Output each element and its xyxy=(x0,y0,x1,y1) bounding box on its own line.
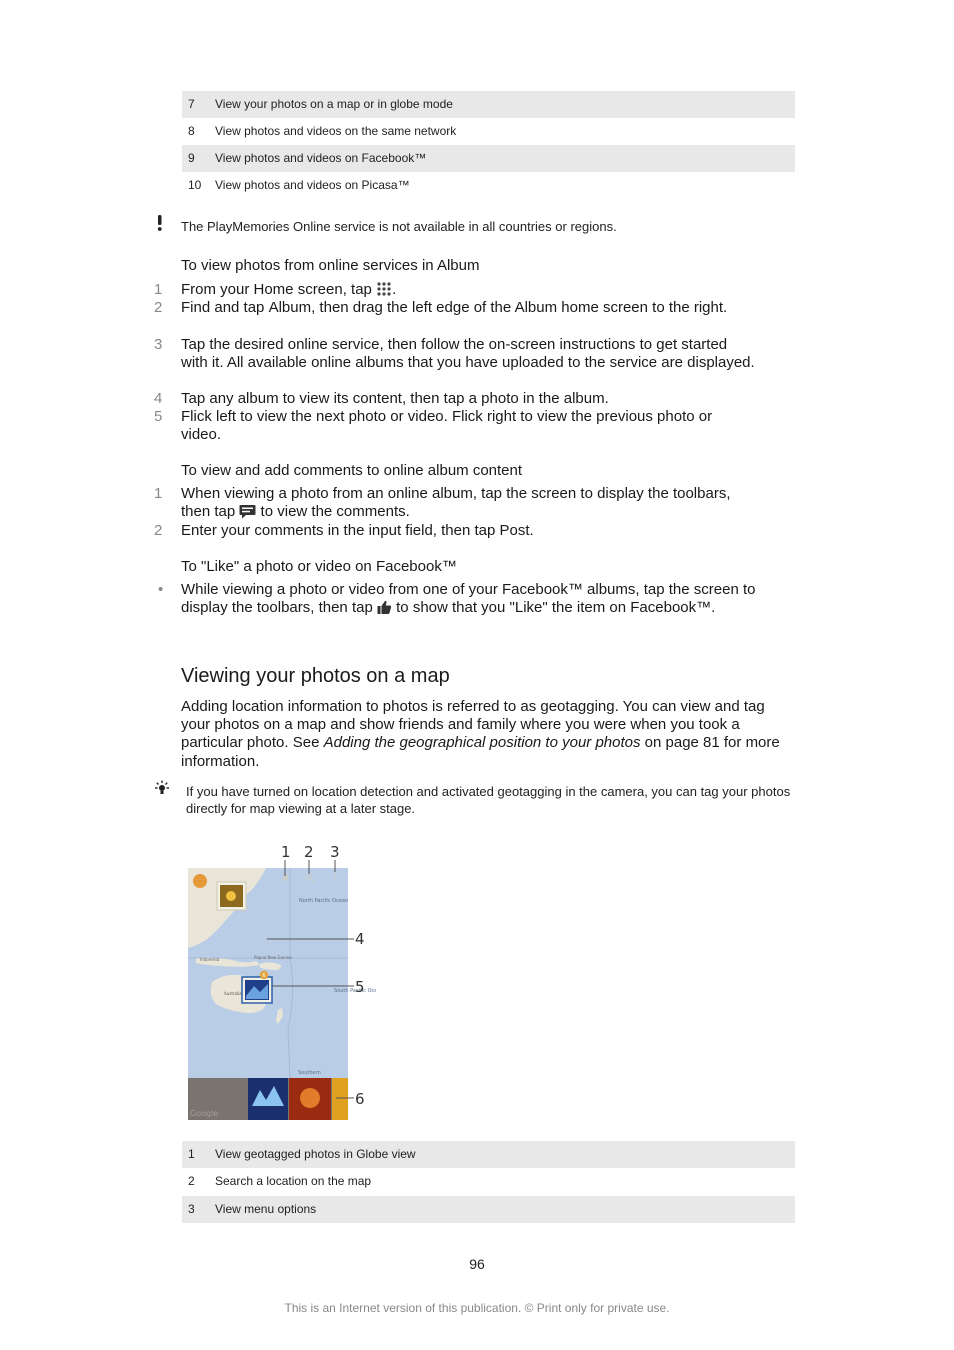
ui-term-album: Album xyxy=(268,299,312,316)
row-text: Search a location on the map xyxy=(215,1174,372,1188)
map-label-australia: Australia xyxy=(224,991,242,996)
row-text: View geotagged photos in Globe view xyxy=(215,1147,416,1161)
table-row xyxy=(182,1141,795,1168)
row-number: 8 xyxy=(188,124,195,138)
menu-overflow-icon xyxy=(334,873,336,875)
page-number: 96 xyxy=(469,1256,485,1272)
step-text: From your Home screen, tap . xyxy=(181,281,397,298)
callout-5: 5 xyxy=(355,978,365,996)
step-text: Flick left to view the next photo or video. Flick right to view the previous photo or video. xyxy=(181,408,713,444)
legend-table-top xyxy=(182,91,795,199)
table-row xyxy=(182,118,795,145)
row-number: 10 xyxy=(188,178,202,192)
ui-term-post: Post xyxy=(499,522,530,539)
step-text: Tap the desired online service, then follow the on-screen instructions to get started with it. All available online albums that you have uploaded to the service are displayed. xyxy=(181,336,755,372)
row-number: 7 xyxy=(188,97,195,111)
tip-text: If you have turned on location detection and activated geotagging in the camera, you can tag your photos directly for map viewing at a later stage. xyxy=(186,784,791,816)
table-row xyxy=(182,91,795,118)
lightbulb-tip-icon xyxy=(154,780,170,796)
callout-2: 2 xyxy=(304,843,314,861)
footer-notice: This is an Internet version of this publication. © Print only for private use. xyxy=(284,1301,670,1315)
step-text: Tap any album to view its content, then tap a photo in the album. xyxy=(181,390,609,407)
thumbs-up-icon xyxy=(377,600,392,615)
table-row xyxy=(182,1168,795,1196)
step-number: 2 xyxy=(154,522,163,539)
table-row xyxy=(182,1196,795,1223)
step-text: When viewing a photo from an online album, tap the screen to display the toolbars, then tap to view the comments. xyxy=(181,485,731,521)
map-label-ocean: North Pacific Ocean xyxy=(299,898,349,904)
step-number: 1 xyxy=(154,281,163,298)
step-number: 4 xyxy=(154,390,163,407)
section-paragraph: Adding location information to photos is referred to as geotagging. You can view and tag your photos on a map and show friends and family where you were when you took a particular photo. See Adding the geographical position to your photos on page 81 for more information. xyxy=(181,698,780,770)
row-number: 2 xyxy=(188,1174,195,1188)
step-number: 2 xyxy=(154,299,163,316)
map-label-southern: Southern xyxy=(298,1070,321,1076)
cross-reference-link: Adding the geographical position to your photos xyxy=(323,734,641,752)
section-heading: Viewing your photos on a map xyxy=(181,665,450,687)
procedure-title: To "Like" a photo or video on Facebook™ xyxy=(181,558,457,575)
step-number: 1 xyxy=(154,485,163,502)
photo-count-badge: 6 xyxy=(262,973,266,979)
procedure-title: To view and add comments to online album content xyxy=(181,462,523,479)
ui-term-facebook: Facebook™ xyxy=(630,599,712,617)
step-text: Enter your comments in the input field, then tap Post. xyxy=(181,522,534,539)
callout-6: 6 xyxy=(355,1090,365,1108)
comment-icon xyxy=(239,504,256,519)
table-row xyxy=(182,172,795,199)
step-text: Find and tap Album, then drag the left edge of the Album home screen to the right. xyxy=(181,299,728,316)
account-avatar xyxy=(193,874,207,888)
row-text: View your photos on a map or in globe mode xyxy=(215,97,453,111)
callout-1: 1 xyxy=(281,843,291,861)
step-number: 5 xyxy=(154,408,163,425)
row-text: View menu options xyxy=(215,1202,317,1216)
row-number: 3 xyxy=(188,1202,195,1216)
callout-3: 3 xyxy=(330,843,340,861)
google-attribution: Google xyxy=(190,1109,219,1118)
legend-table-figure xyxy=(182,1141,795,1223)
row-number: 9 xyxy=(188,151,195,165)
row-number: 1 xyxy=(188,1147,195,1161)
callout-4: 4 xyxy=(355,930,365,948)
exclamation-icon xyxy=(156,214,164,232)
row-text: View photos and videos on the same network xyxy=(215,124,457,138)
map-label-indonesia: Indonesia xyxy=(200,957,220,962)
note-availability: The PlayMemories Online service is not available in all countries or regions. xyxy=(181,219,617,234)
table-row xyxy=(182,145,795,172)
step-number: 3 xyxy=(154,336,163,353)
row-text: View photos and videos on Facebook™ xyxy=(215,151,427,165)
apps-grid-icon xyxy=(376,281,392,297)
map-label-south-pacific: South Pacific Oc xyxy=(334,988,375,994)
map-screenshot-figure xyxy=(186,840,376,1122)
row-text: View photos and videos on Picasa™ xyxy=(215,178,410,192)
bullet-text: While viewing a photo or video from one of your Facebook™ albums, tap the screen to display the toolbars, then tap to show that you "Like" the item on Facebook™. xyxy=(181,581,756,617)
map-label-png: Papua New Guinea xyxy=(254,955,292,960)
bullet: • xyxy=(158,581,164,598)
procedure-title: To view photos from online services in Album xyxy=(181,257,480,274)
